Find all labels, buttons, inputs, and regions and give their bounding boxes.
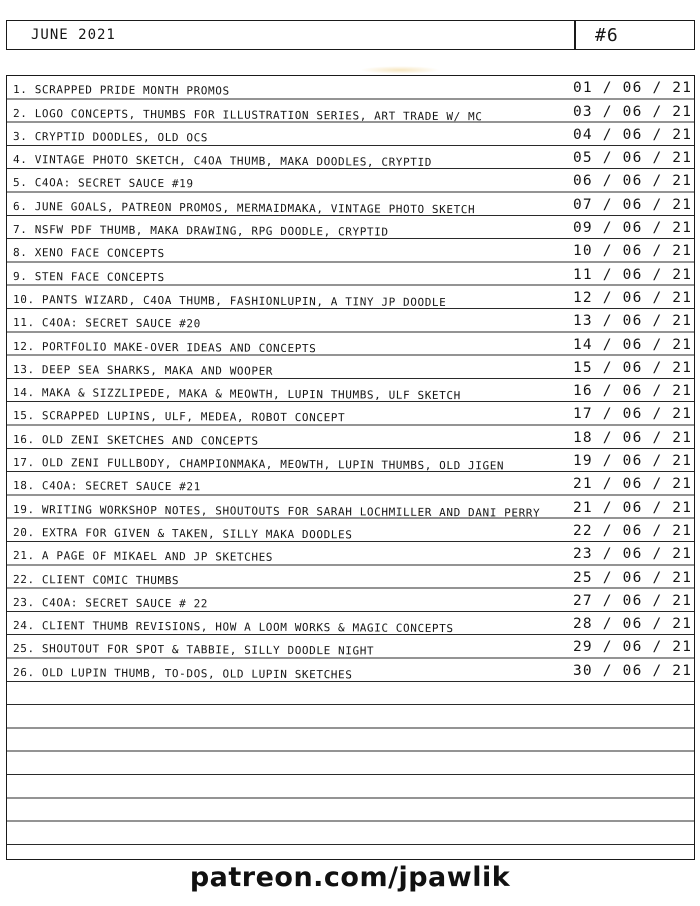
entry-text: 21. A PAGE OF MIKAEL AND JP SKETCHES bbox=[13, 549, 274, 565]
entry-row bbox=[7, 426, 694, 449]
entry-text: 18. C4OA: SECRET SAUCE #21 bbox=[13, 479, 201, 494]
entry-text: 11. C4OA: SECRET SAUCE #20 bbox=[13, 316, 201, 331]
entry-text: 9. STEN FACE CONCEPTS bbox=[13, 269, 165, 284]
entry-date: 01 / 06 / 21 bbox=[573, 80, 693, 97]
entry-date: 21 / 06 / 21 bbox=[573, 499, 693, 516]
entry-date: 21 / 06 / 21 bbox=[573, 476, 693, 493]
entry-row bbox=[7, 193, 694, 216]
entry-text: 1. SCRAPPED PRIDE MONTH PROMOS bbox=[13, 83, 230, 98]
page-number: #6 bbox=[595, 25, 619, 46]
entry-row bbox=[7, 495, 694, 518]
entry-text: 3. CRYPTID DOODLES, OLD OCS bbox=[13, 129, 209, 145]
entry-date: 06 / 06 / 21 bbox=[573, 173, 693, 190]
entry-date: 11 / 06 / 21 bbox=[573, 266, 693, 283]
entry-row bbox=[7, 472, 694, 495]
entry-row bbox=[7, 76, 694, 99]
entry-row bbox=[7, 356, 694, 379]
entry-text: 4. VINTAGE PHOTO SKETCH, C4OA THUMB, MAKA DOODLES, CRYPTID bbox=[13, 153, 433, 170]
entry-text: 25. SHOUTOUT FOR SPOT & TABBIE, SILLY DOODLE NIGHT bbox=[13, 642, 375, 659]
entry-row bbox=[7, 379, 694, 402]
entry-date: 27 / 06 / 21 bbox=[573, 592, 693, 609]
entry-row bbox=[7, 169, 694, 192]
entry-text: 13. DEEP SEA SHARKS, MAKA AND WOOPER bbox=[13, 362, 274, 378]
entry-date: 15 / 06 / 21 bbox=[573, 359, 693, 376]
entry-row bbox=[7, 449, 694, 472]
entry-date: 17 / 06 / 21 bbox=[573, 406, 693, 423]
header-divider bbox=[574, 21, 576, 49]
entry-date: 03 / 06 / 21 bbox=[573, 103, 693, 120]
entry-date: 10 / 06 / 21 bbox=[573, 243, 693, 260]
entry-text: 24. CLIENT THUMB REVISIONS, HOW A LOOM WORKS & MAGIC CONCEPTS bbox=[13, 619, 454, 636]
entry-text: 7. NSFW PDF THUMB, MAKA DRAWING, RPG DOODLE, CRYPTID bbox=[13, 223, 389, 239]
entry-date: 23 / 06 / 21 bbox=[573, 546, 693, 563]
entry-text: 16. OLD ZENI SKETCHES AND CONCEPTS bbox=[13, 432, 259, 448]
entry-row bbox=[7, 519, 694, 542]
entry-text: 20. EXTRA FOR GIVEN & TAKEN, SILLY MAKA DOODLES bbox=[13, 525, 353, 542]
entry-row bbox=[7, 262, 694, 285]
entry-row bbox=[7, 146, 694, 169]
entry-row bbox=[7, 612, 694, 635]
entry-date: 30 / 06 / 21 bbox=[573, 662, 693, 679]
entry-row bbox=[7, 286, 694, 309]
entry-text: 22. CLIENT COMIC THUMBS bbox=[13, 572, 180, 587]
entry-row bbox=[7, 589, 694, 612]
entry-row bbox=[7, 332, 694, 355]
entry-date: 13 / 06 / 21 bbox=[573, 313, 693, 330]
lined-sheet bbox=[6, 75, 695, 860]
entry-text: 19. WRITING WORKSHOP NOTES, SHOUTOUTS FOR SARAH LOCHMILLER AND DANI PERRY bbox=[13, 502, 541, 520]
entry-date: 14 / 06 / 21 bbox=[573, 336, 693, 353]
entry-text: 12. PORTFOLIO MAKE-OVER IDEAS AND CONCEPTS bbox=[13, 339, 317, 355]
entry-row bbox=[7, 402, 694, 425]
entry-row bbox=[7, 635, 694, 658]
entry-row bbox=[7, 542, 694, 565]
entry-row bbox=[7, 565, 694, 588]
paper-stain bbox=[360, 66, 440, 74]
entry-row bbox=[7, 239, 694, 262]
entry-date: 05 / 06 / 21 bbox=[573, 150, 693, 167]
entry-text: 8. XENO FACE CONCEPTS bbox=[13, 246, 165, 261]
entry-date: 16 / 06 / 21 bbox=[573, 383, 693, 400]
month-title: JUNE 2021 bbox=[31, 27, 116, 43]
entry-text: 15. SCRAPPED LUPINS, ULF, MEDEA, ROBOT CONCEPT bbox=[13, 409, 346, 425]
entry-date: 28 / 06 / 21 bbox=[573, 616, 693, 633]
header-box bbox=[6, 20, 695, 50]
entry-date: 25 / 06 / 21 bbox=[573, 569, 693, 586]
entry-row bbox=[7, 99, 694, 122]
entry-date: 07 / 06 / 21 bbox=[573, 196, 693, 213]
entry-text: 17. OLD ZENI FULLBODY, CHAMPIONMAKA, MEOWTH, LUPIN THUMBS, OLD JIGEN bbox=[13, 456, 505, 473]
entry-date: 18 / 06 / 21 bbox=[573, 429, 693, 446]
entry-text: 5. C4OA: SECRET SAUCE #19 bbox=[13, 176, 194, 191]
entry-text: 14. MAKA & SIZZLIPEDE, MAKA & MEOWTH, LUPIN THUMBS, ULF SKETCH bbox=[13, 386, 461, 403]
entry-date: 12 / 06 / 21 bbox=[573, 289, 693, 306]
entry-text: 2. LOGO CONCEPTS, THUMBS FOR ILLUSTRATION SERIES, ART TRADE W/ MC bbox=[13, 106, 483, 123]
entry-date: 29 / 06 / 21 bbox=[573, 639, 693, 656]
entry-text: 26. OLD LUPIN THUMB, TO-DOS, OLD LUPIN SKETCHES bbox=[13, 665, 353, 682]
patreon-watermark: patreon.com/jpawlik bbox=[189, 862, 511, 893]
entry-text: 6. JUNE GOALS, PATREON PROMOS, MERMAIDMAKA, VINTAGE PHOTO SKETCH bbox=[13, 199, 476, 217]
entry-row bbox=[7, 216, 694, 239]
entry-date: 04 / 06 / 21 bbox=[573, 126, 693, 143]
entry-row bbox=[7, 309, 694, 332]
entry-text: 10. PANTS WIZARD, C4OA THUMB, FASHIONLUPIN, A TINY JP DOODLE bbox=[13, 292, 447, 310]
entry-date: 09 / 06 / 21 bbox=[573, 220, 693, 237]
entry-date: 19 / 06 / 21 bbox=[573, 453, 693, 470]
entry-text: 23. C4OA: SECRET SAUCE # 22 bbox=[13, 595, 209, 611]
entry-row bbox=[7, 659, 694, 682]
entry-date: 22 / 06 / 21 bbox=[573, 522, 693, 539]
entry-row bbox=[7, 123, 694, 146]
